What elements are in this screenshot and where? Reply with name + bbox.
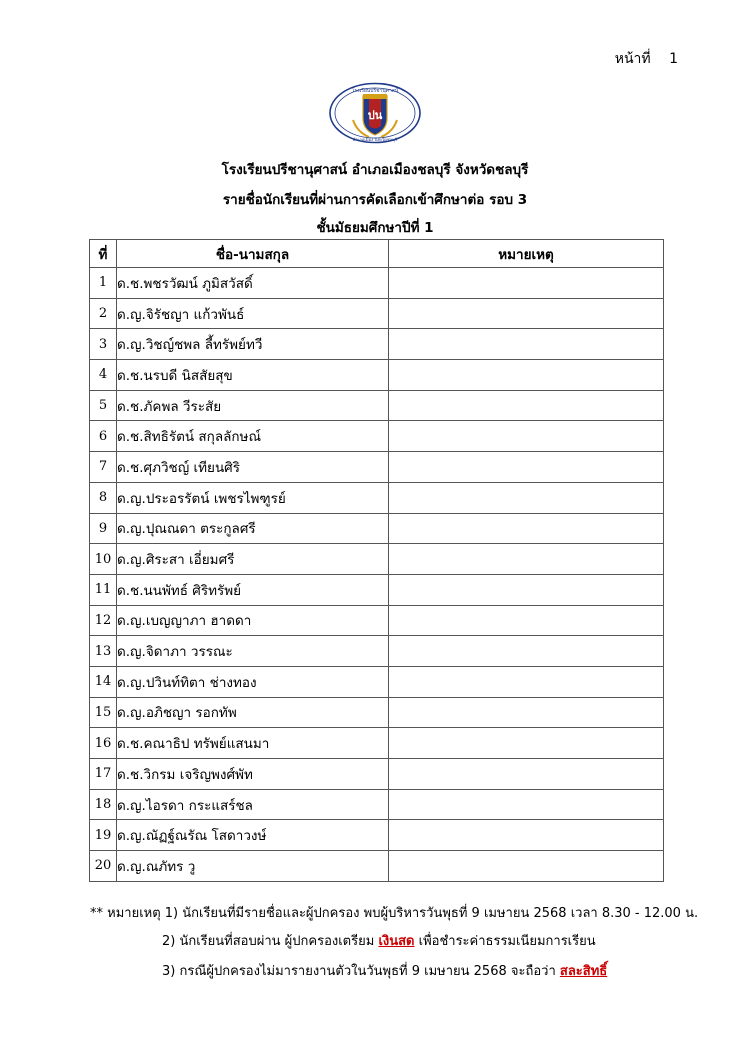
row-number-cell: 4 xyxy=(90,360,117,391)
student-name-cell: ด.ช.ภัคพล วีระสัย xyxy=(117,390,389,421)
student-name-cell: ด.ช.พชรวัฒน์ ภูมิสวัสดิ์ xyxy=(117,268,389,299)
student-name-cell: ด.ญ.เบญญาภา ฮาดดา xyxy=(117,605,389,636)
table-row xyxy=(90,574,664,605)
crest-top-text: โรงเรียนปรีชานุศาสน์ xyxy=(351,88,399,94)
row-number-cell: 1 xyxy=(90,268,117,299)
student-name-cell: ด.ช.วิกรม เจริญพงศ์พัท xyxy=(117,759,389,790)
student-name-cell: ด.ช.สิทธิรัตน์ สกุลลักษณ์ xyxy=(117,421,389,452)
table-row xyxy=(90,329,664,360)
grade-level-heading: ชั้นมัธยมศึกษาปีที่ 1 xyxy=(316,220,434,236)
student-name-cell: ด.ช.นรบดี นิสสัยสุข xyxy=(117,360,389,391)
list-title-heading: รายชื่อนักเรียนที่ผ่านการคัดเลือกเข้าศึกษาต่อ รอบ 3 xyxy=(222,192,528,208)
row-number-cell: 20 xyxy=(90,851,117,882)
row-number-cell: 15 xyxy=(90,697,117,728)
remark-cell xyxy=(389,421,664,452)
remark-cell xyxy=(389,268,664,299)
page-number xyxy=(615,48,678,70)
table-row xyxy=(90,513,664,544)
remark-cell xyxy=(389,697,664,728)
row-number-cell: 2 xyxy=(90,298,117,329)
table-header-row xyxy=(90,240,664,268)
remark-cell xyxy=(389,759,664,790)
student-name-cell: ด.ช.นนพัทธ์ ศิริทรัพย์ xyxy=(117,574,389,605)
row-number-cell: 13 xyxy=(90,636,117,667)
table-row xyxy=(90,605,664,636)
row-number-cell: 9 xyxy=(90,513,117,544)
school-name-heading: โรงเรียนปรีชานุศาสน์ อำเภอเมืองชลบุรี จังหวัดชลบุรี xyxy=(221,162,529,178)
row-number-cell: 14 xyxy=(90,666,117,697)
student-name-cell: ด.ญ.อภิชญา รอกทัพ xyxy=(117,697,389,728)
table-row xyxy=(90,759,664,790)
row-number-cell: 5 xyxy=(90,390,117,421)
table-row xyxy=(90,390,664,421)
table-row xyxy=(90,820,664,851)
note-line-1: ** หมายเหตุ 1) นักเรียนที่มีรายชื่อและผู้ปกครอง พบผู้บริหารวันพุธที่ 9 เมษายน 2568 เวลา 8.30 - 12.00 น. xyxy=(90,906,699,921)
student-name-cell: ด.ช.คณาธิป ทรัพย์แสนมา xyxy=(117,728,389,759)
table-row xyxy=(90,851,664,882)
remark-cell xyxy=(389,298,664,329)
remark-cell xyxy=(389,605,664,636)
table-row xyxy=(90,544,664,575)
table-row xyxy=(90,298,664,329)
remark-cell xyxy=(389,574,664,605)
table-row xyxy=(90,268,664,299)
remark-cell xyxy=(389,728,664,759)
school-crest-logo xyxy=(327,82,423,144)
remark-cell xyxy=(389,636,664,667)
cash-emphasis: เงินสด xyxy=(378,934,415,949)
forfeit-emphasis: สละสิทธิ์ xyxy=(559,964,608,979)
remark-cell xyxy=(389,666,664,697)
row-number-cell: 17 xyxy=(90,759,117,790)
remark-cell xyxy=(389,820,664,851)
note-line-2 xyxy=(162,930,596,951)
student-name-cell: ด.ญ.ประอรรัตน์ เพชรไพฑูรย์ xyxy=(117,482,389,513)
row-number-cell: 18 xyxy=(90,789,117,820)
row-number-cell: 8 xyxy=(90,482,117,513)
page-number-label: หน้าที่ xyxy=(614,51,651,67)
table-row xyxy=(90,452,664,483)
table-row xyxy=(90,697,664,728)
note-line-2-tail: เพื่อชำระค่าธรรมเนียมการเรียน xyxy=(414,934,596,949)
row-number-cell: 16 xyxy=(90,728,117,759)
remark-cell xyxy=(389,482,664,513)
table-row xyxy=(90,421,664,452)
remark-cell xyxy=(389,789,664,820)
remark-cell xyxy=(389,513,664,544)
student-name-cell: ด.ญ.จิรัชญา แก้วพันธ์ xyxy=(117,298,389,329)
remark-cell xyxy=(389,544,664,575)
note-line-2-text: 2) นักเรียนที่สอบผ่าน ผู้ปกครองเตรียม xyxy=(162,934,379,949)
table-row xyxy=(90,482,664,513)
remark-cell xyxy=(389,360,664,391)
remark-cell xyxy=(389,329,664,360)
remark-cell xyxy=(389,390,664,421)
row-number-cell: 11 xyxy=(90,574,117,605)
student-name-cell: ด.ญ.วิชญ์ชพล ลี้ทรัพย์ทวี xyxy=(117,329,389,360)
student-name-cell: ด.ญ.ณัฏฐ์ณรัณ โสดาวงษ์ xyxy=(117,820,389,851)
row-number-cell: 12 xyxy=(90,605,117,636)
table-row xyxy=(90,360,664,391)
column-header-name: ชื่อ-นามสกุล xyxy=(117,240,389,268)
page-number-value: 1 xyxy=(669,51,678,67)
student-name-cell: ด.ญ.ไอรดา กระแสร์ชล xyxy=(117,789,389,820)
table-row xyxy=(90,728,664,759)
table-row xyxy=(90,636,664,667)
student-name-cell: ด.ญ.ณภัทร วู xyxy=(117,851,389,882)
row-number-cell: 3 xyxy=(90,329,117,360)
row-number-cell: 10 xyxy=(90,544,117,575)
crest-monogram: ปน xyxy=(367,109,383,122)
row-number-cell: 19 xyxy=(90,820,117,851)
remark-cell xyxy=(389,452,664,483)
column-header-no: ที่ xyxy=(90,240,117,268)
student-name-cell: ด.ญ.ศิระสา เอี่ยมศรี xyxy=(117,544,389,575)
crest-bottom-text: อำเภอเมือง จังหวัดชลบุรี xyxy=(352,137,398,142)
student-list-table xyxy=(89,239,664,882)
table-row xyxy=(90,666,664,697)
note-line-3-text: 3) กรณีผู้ปกครองไม่มารายงานตัวในวันพุธที่ 9 เมษายน 2568 จะถือว่า xyxy=(162,964,560,979)
student-name-cell: ด.ช.ศุภวิชญ์ เทียนศิริ xyxy=(117,452,389,483)
student-name-cell: ด.ญ.ปุณณดา ตระกูลศรี xyxy=(117,513,389,544)
row-number-cell: 6 xyxy=(90,421,117,452)
student-name-cell: ด.ญ.จิดาภา วรรณะ xyxy=(117,636,389,667)
student-name-cell: ด.ญ.ปวินท์ทิตา ช่างทอง xyxy=(117,666,389,697)
row-number-cell: 7 xyxy=(90,452,117,483)
table-row xyxy=(90,789,664,820)
remark-cell xyxy=(389,851,664,882)
note-line-3 xyxy=(162,960,607,981)
column-header-remark: หมายเหตุ xyxy=(389,240,664,268)
